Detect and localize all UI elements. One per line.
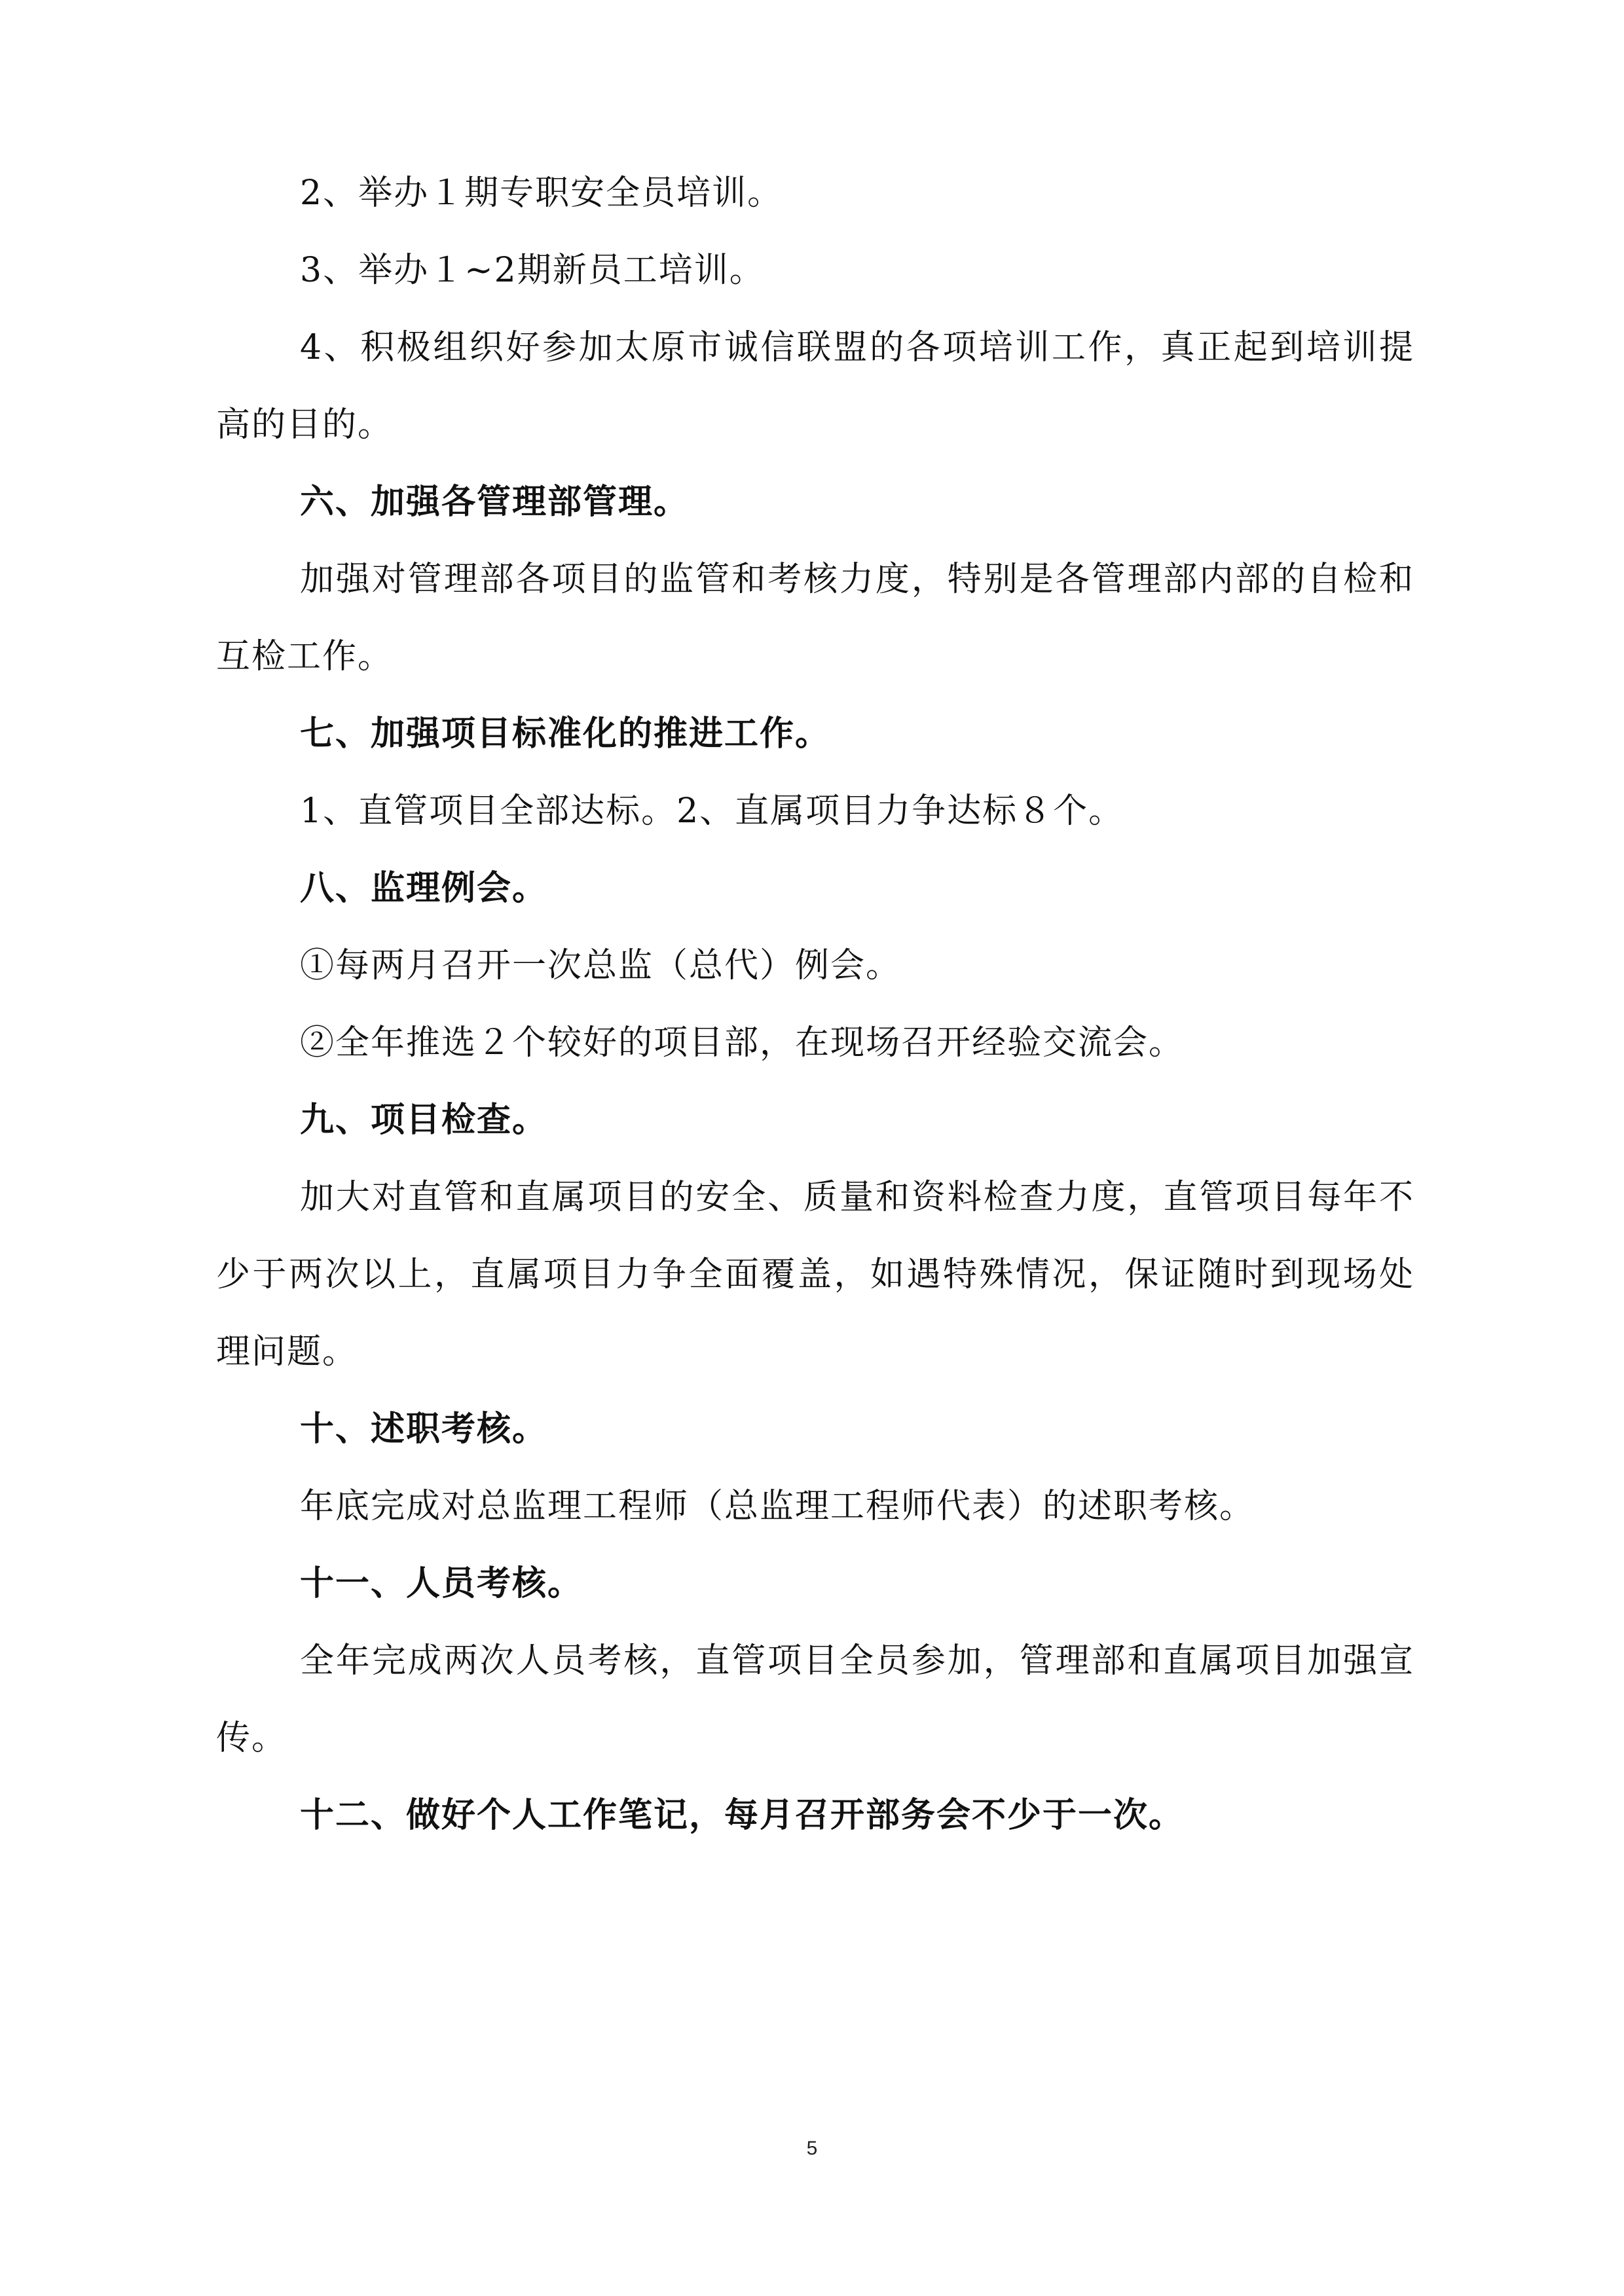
section-heading: 六、加强各管理部管理。 bbox=[300, 483, 690, 522]
paragraph: 4、积极组织好参加太原市诚信联盟的各项培训工作，真正起到培训提高的目的。 bbox=[216, 328, 1414, 445]
paragraph: 加强对管理部各项目的监管和考核力度，特别是各管理部内部的自检和互检工作。 bbox=[216, 560, 1414, 676]
section-heading: 七、加强项目标准化的推进工作。 bbox=[300, 714, 831, 754]
section-heading: 十二、做好个人工作笔记，每月召开部务会不少于一次。 bbox=[300, 1796, 1185, 1835]
paragraph: 年底完成对总监理工程师（总监理工程师代表）的述职考核。 bbox=[300, 1487, 1255, 1526]
section-heading: 八、监理例会。 bbox=[300, 869, 548, 908]
section-heading: 十一、人员考核。 bbox=[300, 1564, 583, 1603]
paragraph: 3、举办１~2期新员工培训。 bbox=[300, 251, 765, 290]
paragraph: ②全年推选２个较好的项目部，在现场召开经验交流会。 bbox=[300, 1023, 1185, 1063]
section-heading: 十、述职考核。 bbox=[300, 1410, 548, 1449]
section-heading: 九、项目检查。 bbox=[300, 1101, 548, 1140]
paragraph: ①每两月召开一次总监（总代）例会。 bbox=[300, 946, 902, 985]
page-number: 5 bbox=[806, 2138, 818, 2159]
paragraph: 加大对直管和直属项目的安全、质量和资料检查力度，直管项目每年不少于两次以上，直属项目力争全面覆盖，如遇特殊情况，保证随时到现场处理问题。 bbox=[216, 1178, 1414, 1372]
paragraph: 1、直管项目全部达标。2、直属项目力争达标８个。 bbox=[300, 792, 1124, 831]
document-body bbox=[216, 155, 1414, 1854]
paragraph: 全年完成两次人员考核，直管项目全员参加，管理部和直属项目加强宣传。 bbox=[216, 1641, 1414, 1758]
paragraph: 2、举办１期专职安全员培训。 bbox=[300, 173, 783, 213]
